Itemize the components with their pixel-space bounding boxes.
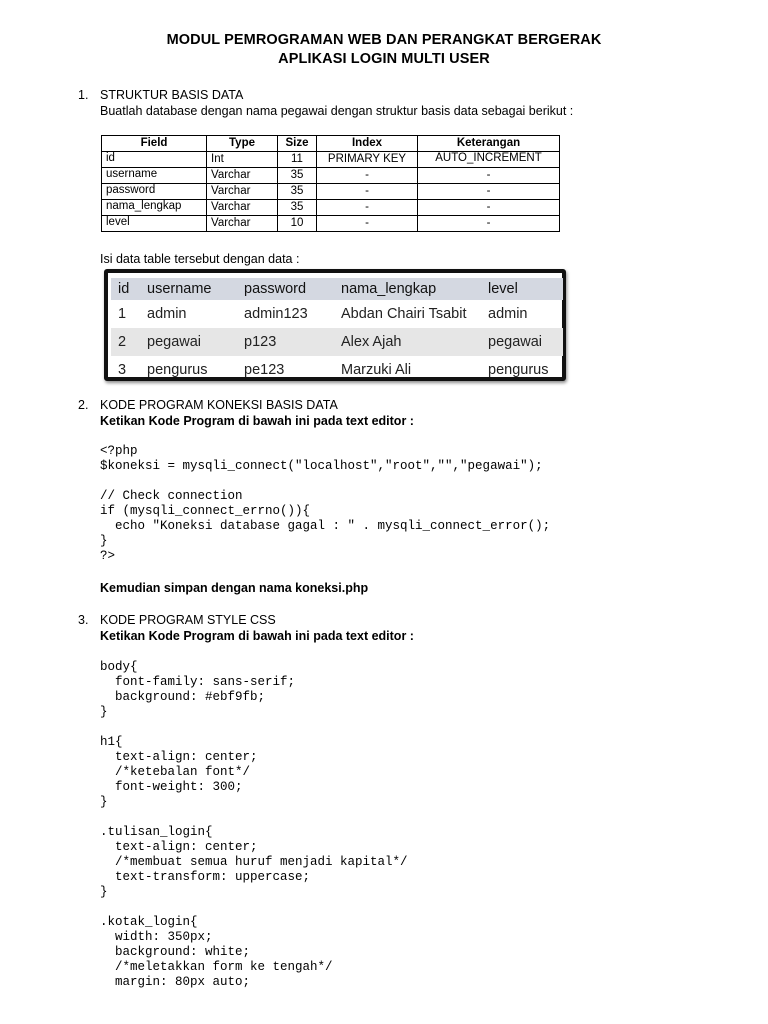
table-cell: Varchar — [207, 216, 278, 232]
section-number: 1. — [78, 88, 89, 102]
table-cell: id — [102, 152, 207, 168]
table-cell: Varchar — [207, 184, 278, 200]
header-cell: nama_lengkap — [334, 278, 481, 300]
section-3-instruction: Ketikan Kode Program di bawah ini pada text editor : — [100, 629, 414, 643]
table-cell: admin123 — [244, 306, 308, 322]
table-cell: nama_lengkap — [102, 200, 207, 216]
section-number: 3. — [78, 613, 89, 627]
table-cell: - — [418, 216, 560, 232]
table-cell: 35 — [278, 200, 317, 216]
table-cell: 35 — [278, 168, 317, 184]
section-title: KODE PROGRAM KONEKSI BASIS DATA — [100, 398, 338, 412]
header-cell: username — [140, 278, 237, 300]
section-title: KODE PROGRAM STYLE CSS — [100, 613, 276, 627]
table-row — [111, 300, 563, 328]
css-code-block: body{ font-family: sans-serif; background: #ebf9fb; } h1{ text-align: center; /*ketebalan font*/ font-weight: 300; } .tulisan_login{ text-align: center; /*membuat semua huruf menjadi kapital*/ text-transform: uppercase; } .kotak_login{ width: 350px; background: white; /*meletakkan form ke tengah*/ margin: 80px auto; — [100, 660, 408, 989]
table-cell: Abdan Chairi Tsabit — [341, 306, 467, 322]
table-row — [102, 184, 560, 200]
table-cell: 35 — [278, 184, 317, 200]
table-cell: username — [102, 168, 207, 184]
table-cell: admin — [147, 306, 187, 322]
table-cell: pegawai — [481, 328, 563, 356]
header-cell: Type — [207, 136, 278, 152]
table-cell: - — [317, 168, 418, 184]
save-note: Kemudian simpan dengan nama koneksi.php — [100, 581, 369, 595]
table-row — [111, 328, 563, 356]
table-cell: password — [102, 184, 207, 200]
header-cell: Size — [278, 136, 317, 152]
table-cell: PRIMARY KEY — [317, 152, 418, 168]
table-cell: - — [317, 184, 418, 200]
section-1-heading — [78, 88, 243, 102]
table-cell: 3 — [118, 362, 127, 378]
table-cell: Int — [207, 152, 278, 168]
section-3-heading — [78, 613, 276, 627]
structure-table — [101, 135, 560, 232]
document-title: MODUL PEMROGRAMAN WEB DAN PERANGKAT BERGERAK — [166, 32, 602, 48]
header-cell: id — [111, 278, 140, 300]
table-cell: Marzuki Ali — [341, 362, 412, 378]
table-cell: Alex Ajah — [334, 328, 481, 356]
section-title: STRUKTUR BASIS DATA — [100, 88, 244, 102]
table-cell: 2 — [111, 328, 140, 356]
document-subtitle: APLIKASI LOGIN MULTI USER — [278, 51, 490, 67]
table-cell: 10 — [278, 216, 317, 232]
section-number: 2. — [78, 398, 89, 412]
table-row — [102, 200, 560, 216]
table-cell: 11 — [278, 152, 317, 168]
header-cell: Keterangan — [418, 136, 560, 152]
table-cell: pengurus — [488, 362, 549, 378]
table-cell: - — [317, 216, 418, 232]
table-cell: level — [102, 216, 207, 232]
header-cell: Field — [102, 136, 207, 152]
table-cell: - — [418, 168, 560, 184]
table-row — [102, 216, 560, 232]
table-cell: Varchar — [207, 200, 278, 216]
data-table-screenshot — [104, 269, 566, 381]
table-row — [102, 152, 560, 168]
table-cell: pengurus — [147, 362, 208, 378]
table-header-row — [111, 278, 563, 300]
php-code-block: <?php $koneksi = mysqli_connect("localhost","root","","pegawai"); // Check connection if (mysqli_connect_errno()){ echo "Koneksi database gagal : " . mysqli_connect_error(); } ?> — [100, 444, 551, 563]
table-header-row — [102, 136, 560, 152]
data-intro: Isi data table tersebut dengan data : — [100, 252, 300, 266]
table-cell: 1 — [118, 306, 127, 322]
data-table — [111, 278, 563, 384]
table-cell: admin — [488, 306, 528, 322]
table-cell: - — [418, 200, 560, 216]
table-row — [102, 168, 560, 184]
header-cell: password — [237, 278, 334, 300]
table-cell: pe123 — [244, 362, 285, 378]
section-1-intro: Buatlah database dengan nama pegawai dengan struktur basis data sebagai berikut : — [100, 104, 574, 118]
header-cell: level — [481, 278, 563, 300]
table-cell: Varchar — [207, 168, 278, 184]
table-cell: - — [418, 184, 560, 200]
table-row — [111, 356, 563, 384]
header-cell: Index — [317, 136, 418, 152]
section-2-heading — [78, 398, 338, 412]
table-cell: AUTO_INCREMENT — [418, 152, 560, 168]
table-cell: p123 — [237, 328, 334, 356]
table-cell: pegawai — [140, 328, 237, 356]
section-2-instruction: Ketikan Kode Program di bawah ini pada text editor : — [100, 414, 414, 428]
table-cell: - — [317, 200, 418, 216]
